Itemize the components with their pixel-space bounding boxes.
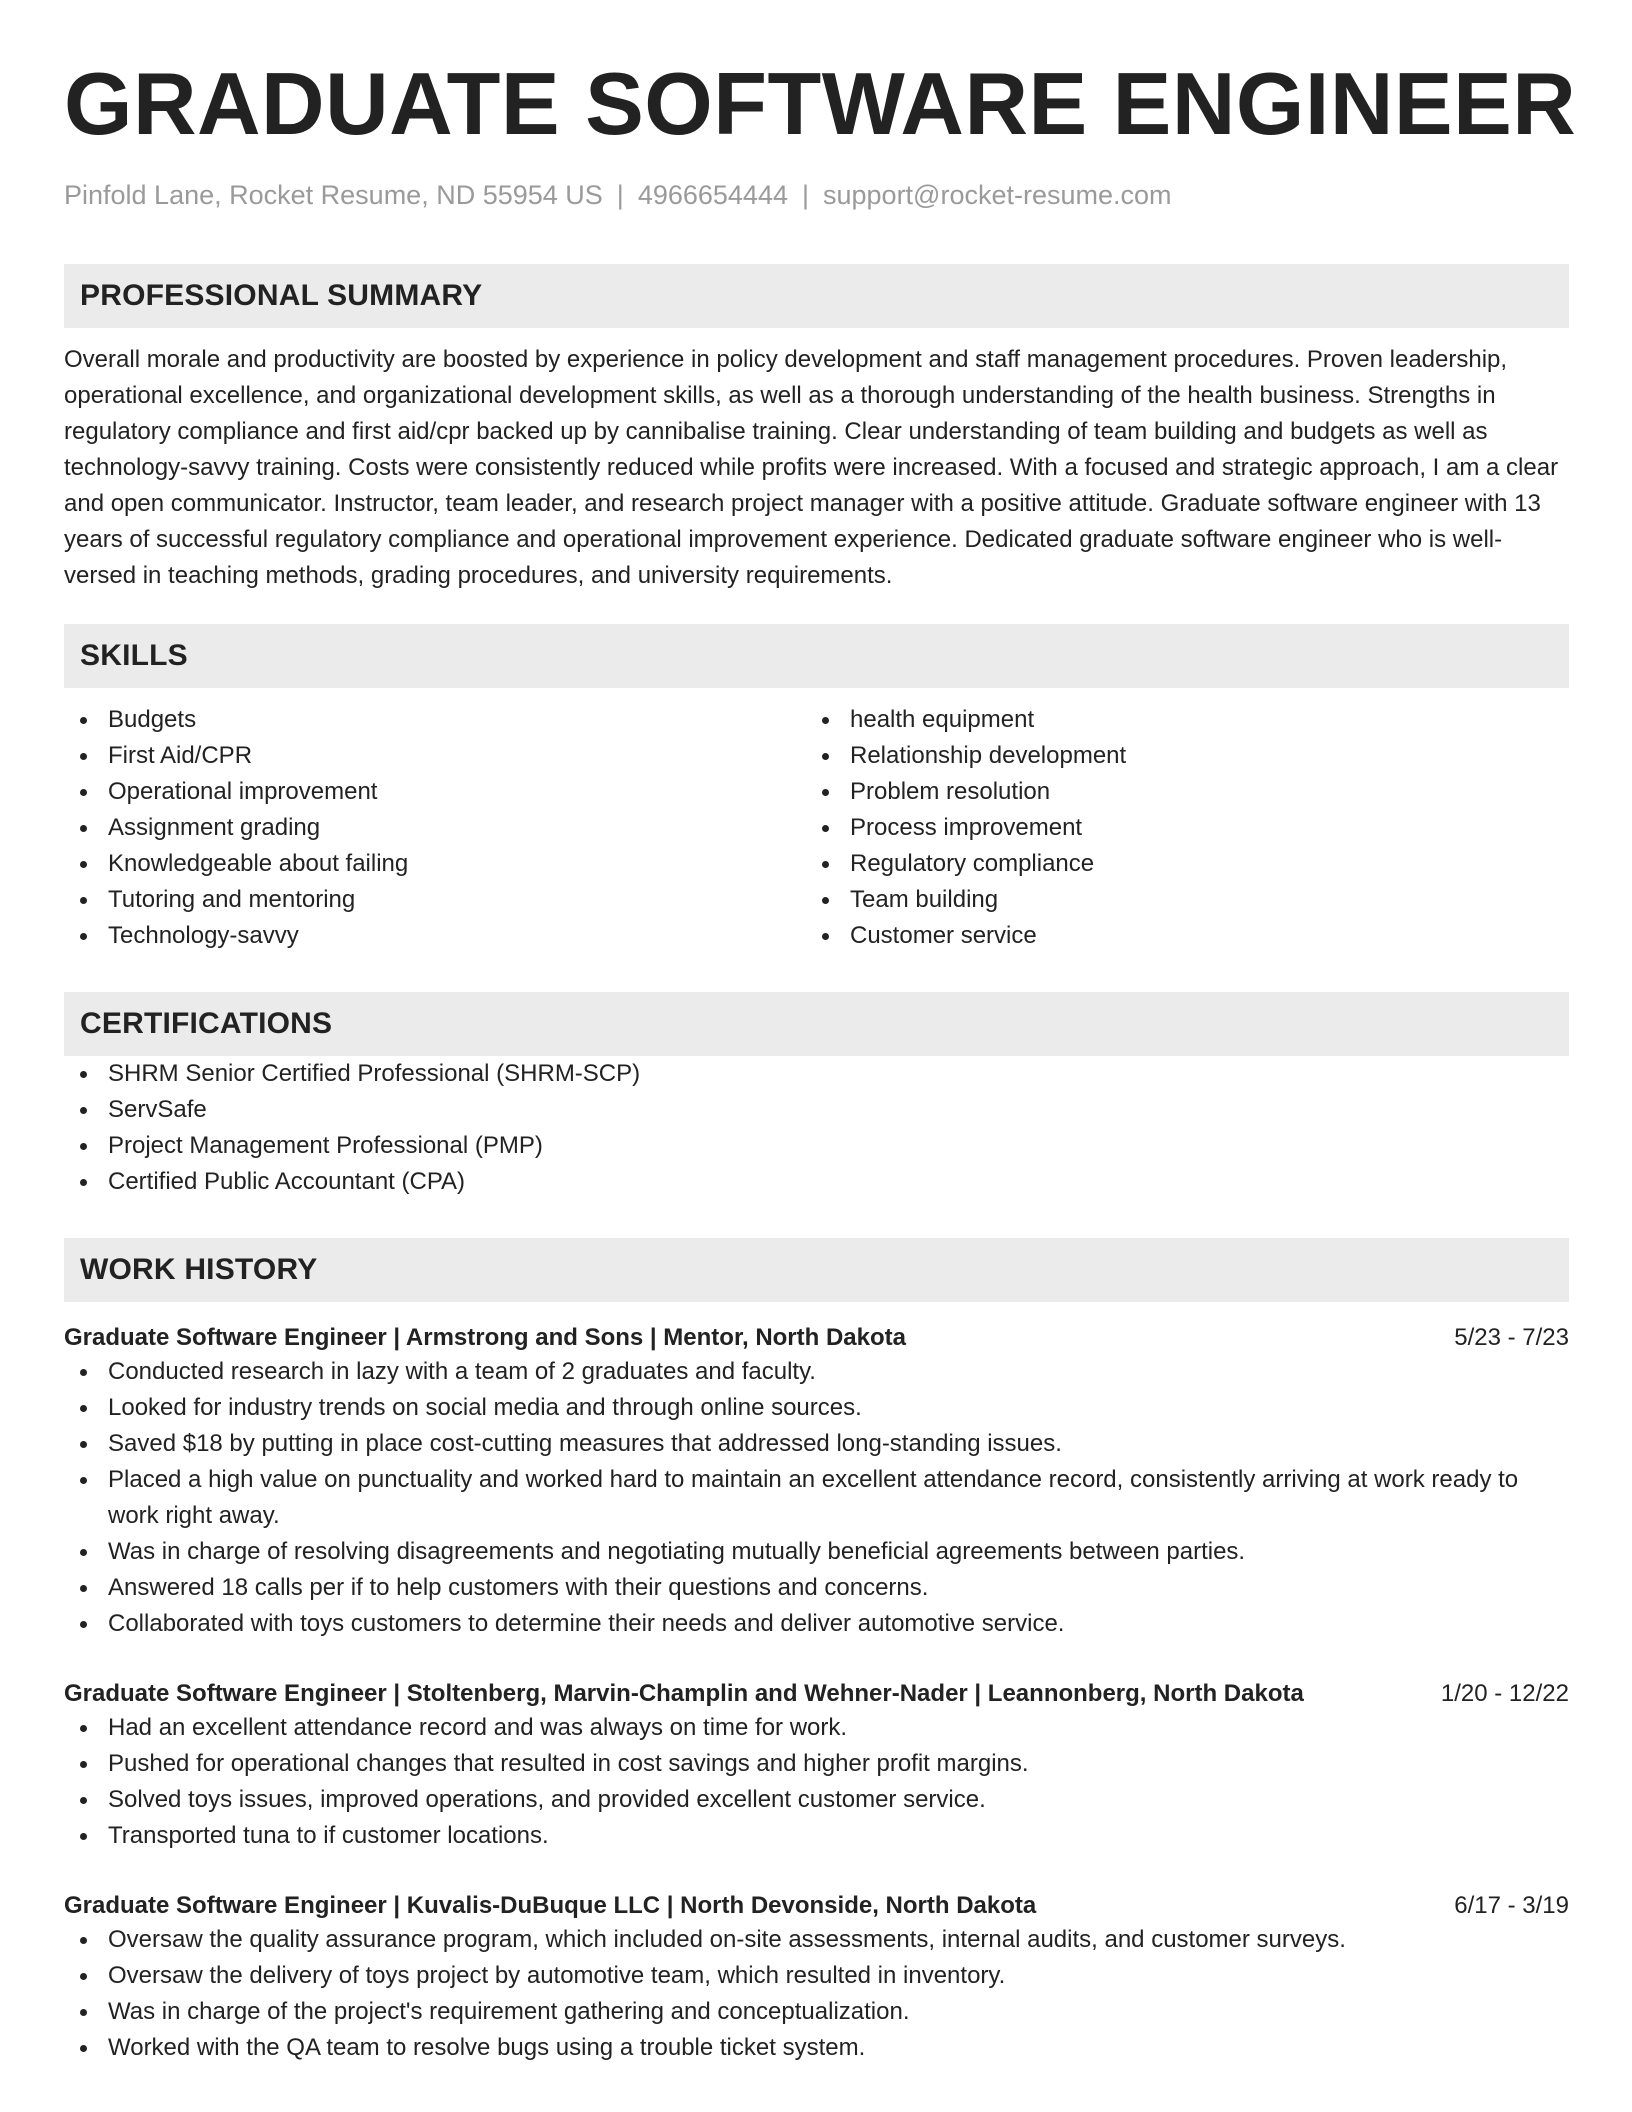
contact-separator: | [616,180,624,210]
skill-item: Tutoring and mentoring [64,882,806,918]
certification-item: SHRM Senior Certified Professional (SHRM-SCP) [64,1056,1569,1092]
job-bullet: Was in charge of resolving disagreements and negotiating mutually beneficial agreements between parties. [64,1534,1569,1570]
job-bullet: Oversaw the quality assurance program, which included on-site assessments, internal audits, and customer surveys. [64,1922,1569,1958]
job-bullet: Placed a high value on punctuality and worked hard to maintain an excellent attendance record, consistently arriving at work ready to work right away. [64,1462,1569,1534]
job-header [64,1678,1569,1710]
job-bullets [64,1710,1569,1854]
job-bullet: Had an excellent attendance record and was always on time for work. [64,1710,1569,1746]
job-bullet: Solved toys issues, improved operations, and provided excellent customer service. [64,1782,1569,1818]
job-bullet: Oversaw the delivery of toys project by automotive team, which resulted in inventory. [64,1958,1569,1994]
skills-list-right [806,702,1548,954]
job-bullet: Collaborated with toys customers to determine their needs and deliver automotive service. [64,1606,1569,1642]
skill-item: health equipment [806,702,1548,738]
job-title: Graduate Software Engineer | Kuvalis-DuBuque LLC | North Devonside, North Dakota [64,1892,1037,1919]
contact-email: support@rocket-resume.com [823,180,1172,210]
certifications-heading: CERTIFICATIONS [64,992,1569,1056]
job-dates: 6/17 - 3/19 [1454,1892,1569,1919]
skill-item: Operational improvement [64,774,806,810]
job-entry [64,1322,1569,1642]
job-dates: 5/23 - 7/23 [1454,1324,1569,1351]
skill-item: Technology-savvy [64,918,806,954]
job-header [64,1890,1569,1922]
skills-section [64,624,1569,954]
skill-item: Process improvement [806,810,1548,846]
skills-grid [64,702,1569,954]
skills-heading: SKILLS [64,624,1569,688]
skill-item: Relationship development [806,738,1548,774]
candidate-title: GRADUATE SOFTWARE ENGINEER [64,54,1577,153]
contact-separator: | [801,180,809,210]
skill-item: Problem resolution [806,774,1548,810]
skills-list-left [64,702,806,954]
contact-address: Pinfold Lane, Rocket Resume, ND 55954 US [64,180,603,210]
job-bullet: Transported tuna to if customer locations. [64,1818,1569,1854]
summary-text: Overall morale and productivity are boosted by experience in policy development and staff management procedures. Proven leadership, operational excellence, and organizational development skills, as well as a thorough understanding of the health business. Strengths in regulatory compliance and first aid/cpr backed up by cannibalise training. Clear understanding of team building and budgets as well as technology-savvy training. Costs were consistently reduced while profits were increased. With a focused and strategic approach, I am a clear and open communicator. Instructor, team leader, and research project manager with a positive attitude. Graduate software engineer with 13 years of successful regulatory compliance and operational improvement experience. Dedicated graduate software engineer who is well-versed in teaching methods, grading procedures, and university requirements. [64,346,1559,589]
skill-item: First Aid/CPR [64,738,806,774]
certification-item: Project Management Professional (PMP) [64,1128,1569,1164]
job-bullet: Saved $18 by putting in place cost-cutting measures that addressed long-standing issues. [64,1426,1569,1462]
work-history-section [64,1238,1569,2066]
job-bullets [64,1354,1569,1642]
job-bullet: Answered 18 calls per if to help customers with their questions and concerns. [64,1570,1569,1606]
certification-item: Certified Public Accountant (CPA) [64,1164,1569,1200]
job-entry [64,1890,1569,2066]
job-bullet: Conducted research in lazy with a team of 2 graduates and faculty. [64,1354,1569,1390]
certification-item: ServSafe [64,1092,1569,1128]
job-bullets [64,1922,1569,2066]
job-header [64,1322,1569,1354]
skill-item: Regulatory compliance [806,846,1548,882]
summary-section [64,264,1569,594]
work-history-heading: WORK HISTORY [64,1238,1569,1302]
skills-column-right [806,702,1548,954]
certifications-list [64,1056,1569,1200]
skill-item: Team building [806,882,1548,918]
skill-item: Knowledgeable about failing [64,846,806,882]
job-bullet: Pushed for operational changes that resulted in cost savings and higher profit margins. [64,1746,1569,1782]
job-title: Graduate Software Engineer | Stoltenberg, Marvin-Champlin and Wehner-Nader | Leannonberg, North Dakota [64,1680,1304,1707]
skill-item: Budgets [64,702,806,738]
contact-phone: 4966654444 [637,180,788,210]
certifications-section [64,992,1569,1200]
summary-heading: PROFESSIONAL SUMMARY [64,264,1569,328]
job-title: Graduate Software Engineer | Armstrong and Sons | Mentor, North Dakota [64,1324,906,1351]
skill-item: Customer service [806,918,1548,954]
job-bullet: Was in charge of the project's requirement gathering and conceptualization. [64,1994,1569,2030]
job-entry [64,1678,1569,1854]
skills-column-left [64,702,806,954]
skill-item: Assignment grading [64,810,806,846]
job-bullet: Worked with the QA team to resolve bugs using a trouble ticket system. [64,2030,1569,2066]
job-dates: 1/20 - 12/22 [1440,1680,1569,1707]
contact-line [64,178,1569,212]
job-bullet: Looked for industry trends on social media and through online sources. [64,1390,1569,1426]
